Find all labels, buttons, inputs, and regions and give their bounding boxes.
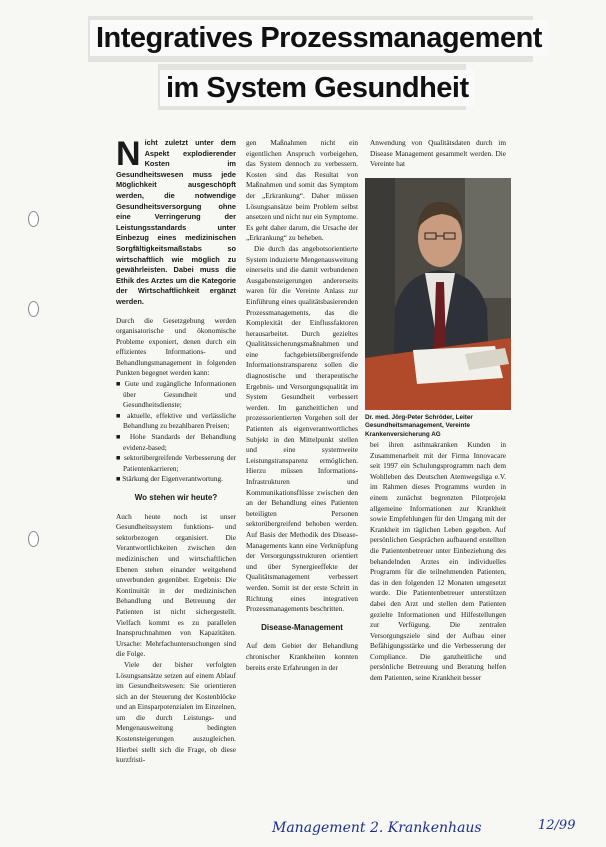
- paragraph: Anwendung von Qualitätsdaten durch im Disease Management gesammelt werden. Die Vereinte hat: [370, 138, 506, 169]
- punch-hole: [28, 211, 39, 227]
- paragraph: Die durch das angebotsorientierte System induzierte Mengenausweitung einerseits und die damit verbundenen Ausgabensteigerungen andererseits waren für die Vereinte Anlass zur Einführung eines qualitätsbasierenden Prozessmanagements, das die Komplexität der Einflussfaktoren herausarbeitet. Durch gezieltes Qualitätssicherungsmaßnahmen und eine fachgebietsübergreifende Informationstransparenz sollen die diagnostische und therapeutische Ergebnis- und Versorgungsqualität im System Gesundheit verbessert werden. Im ganzheitlichen und prozessorientierten Vorgehen soll der Patienten als eigenverantwortliches Subjekt in den Mittelpunkt stellen und eine systemweite Leistungstransparenz ermöglichen. Hierzu müssen Informations-Infrastrukturen und Kommunikationsflüsse zwischen den an der Behandlung eines Patienten beteiligten Personen sektorübergreifend behoben werden. Auf Basis der Methodik des Disease-Managements kann eine Verknüpfung der Versorgungsstrukturen orientiert und über Synergieeffekte der Qualitätsmanagement verbessert werden. Somit ist der erste Schritt in Richtung eines integrativen Prozessmanagements beschritten.: [246, 243, 358, 614]
- bullet-item: ■ Stärkung der Eigenverantwortung.: [116, 474, 223, 484]
- article-column-3-continued: [370, 440, 506, 684]
- punch-hole: [28, 301, 39, 317]
- paragraph: Viele der bisher verfolgten Lösungsansätze setzen auf einem Ablauf im Gesundheitswesen: Sie orientieren sich an der Steuerung der Kostenblöcke und an Einsparpotenzialen im Einzelnen, um die durch Leistungs- und Mengenausweitung bedingten Kostensteigerungen auszugleichen. Hierbei stellt sich die Frage, ob diese kurzfristi-: [116, 659, 236, 765]
- handwritten-page-number: 12/99: [538, 818, 576, 833]
- bullet-item: ■ Gute und zugängliche Informationen über Gesundheit und Gesundheitsdienste;: [116, 379, 236, 410]
- bullet-item: ■ aktuelle, effektive und verlässliche Behandlung zu bezahlbaren Preisen;: [116, 410, 236, 431]
- punch-hole: [28, 531, 39, 547]
- paragraph: bei ihren asthmakranken Kunden in Zusammenarbeit mit der Firma Innovacare seit 1997 ein Schulungsprogramm nach dem Wohlleben des Deutschen Atemwegsliga e.V. im Rahmen dieses Programms wurden in einem zunächst begrenzten Pilotprojekt allgemeine Informationen zur Krankheit sowie Empfehlungen für den Umgang mit der Krankheit im täglichen Leben gegeben. Auf persönlichen Gesprächen aufbauend erstellten die Patientenbetreuer unter Einbeziehung des behandelnden Arztes ein individuelles Programm für die teilnehmenden Patienten, das in den folgenden 12 Monaten umgesetzt wurde. Die Patientenbetreuer unterstützen dabei den Arzt und stellen dem Patienten gezielte Informationen und Hilfestellungen zur Verfügung. Die zentralen Versorgungsziele sind der Aufbau einer Befähigungsstärke und die Verbesserung der Compliance. Die ganzheitliche und persönliche Betreuung und Beratung helfen dem Patienten, seine Krankheit besser: [370, 440, 506, 683]
- article-column-2: [246, 138, 358, 673]
- portrait-photo: [365, 178, 511, 410]
- photo-caption: Dr. med. Jörg-Peter Schröder, Leiter Gesundheitsmanagement, Vereinte Krankenversicherung AG: [365, 414, 473, 438]
- paragraph: Auch heute noch ist unser Gesundheitssystem funktions- und sektorbezogen organisiert. Die Verantwortlichkeiten zwischen den medizinischen und wirtschaftlichen Ebenen stehen einander weitgehend unverbunden gegenüber. Ergebnis: Die Kontinuität in der medizinischen Behandlung und Betreuung der Patienten ist nicht sichergestellt. Vielfach kommt es zu parallelen Inanspruchnahmen von Kapazitäten. Ursache: Mehrfachuntersuchungen sind die Folge.: [116, 511, 236, 659]
- paragraph: Auf dem Gebiet der Behandlung chronischer Krankheiten konnten bereits erste Erfahrungen in der: [246, 641, 358, 672]
- article-column-3: [370, 138, 506, 170]
- section-heading: Wo stehen wir heute?: [134, 493, 218, 502]
- title-line-2: im System Gesundheit: [160, 70, 475, 106]
- bullet-item: ■ sektorübergreifende Verbesserung der Patientenkarrieren;: [116, 453, 236, 473]
- lead-paragraph: Nicht zuletzt unter dem Aspekt explodierender Kosten im Gesundheitswesen muss jede Möglichkeit ausgeschöpft werden, die notwendige Gesundheitsversorgung ohne eine Verringerung der Leistungsstandards unter Einbezug eines medizinischen Sorgfältigkeitsmaßstabs so wirtschaftlich wie möglich zu gewährleisten. Dabei muss die Ethik des Arztes um die Kategorie der Wirtschaftlichkeit ergänzt werden.: [116, 135, 236, 306]
- paragraph: Durch die Gesetzgebung werden organisatorische und ökonomische Probleme exponiert, denen durch ein effizientes Informations- und Behandlungsmanagement in folgenden Punkten begegnet werden kann:: [116, 315, 236, 378]
- section-heading: Disease-Management: [261, 622, 343, 632]
- bullet-list: [116, 379, 236, 485]
- drop-cap: N: [116, 135, 141, 173]
- handwritten-note: Management 2. Krankenhaus: [272, 820, 482, 836]
- bullet-item: ■ Hohe Standards der Behandlung evidenz-based;: [116, 432, 237, 452]
- paragraph: gen Maßnahmen nicht ein eigentlichen Anspruch vorbeigehen, das System dennoch zu verbessern. Kosten sind das Resultat von Maßnahmen und somit das Symptom der „Erkrankung“. Daher müssen Lösungsansätze beim Problem selbst ansetzen und nicht nur ein Symptome. Es geht daher darum, die Ursache der „Erkrankung“ zu beheben.: [246, 138, 358, 243]
- article-column-1: [116, 135, 237, 766]
- title-line-1: Integratives Prozessmanagement: [90, 20, 548, 56]
